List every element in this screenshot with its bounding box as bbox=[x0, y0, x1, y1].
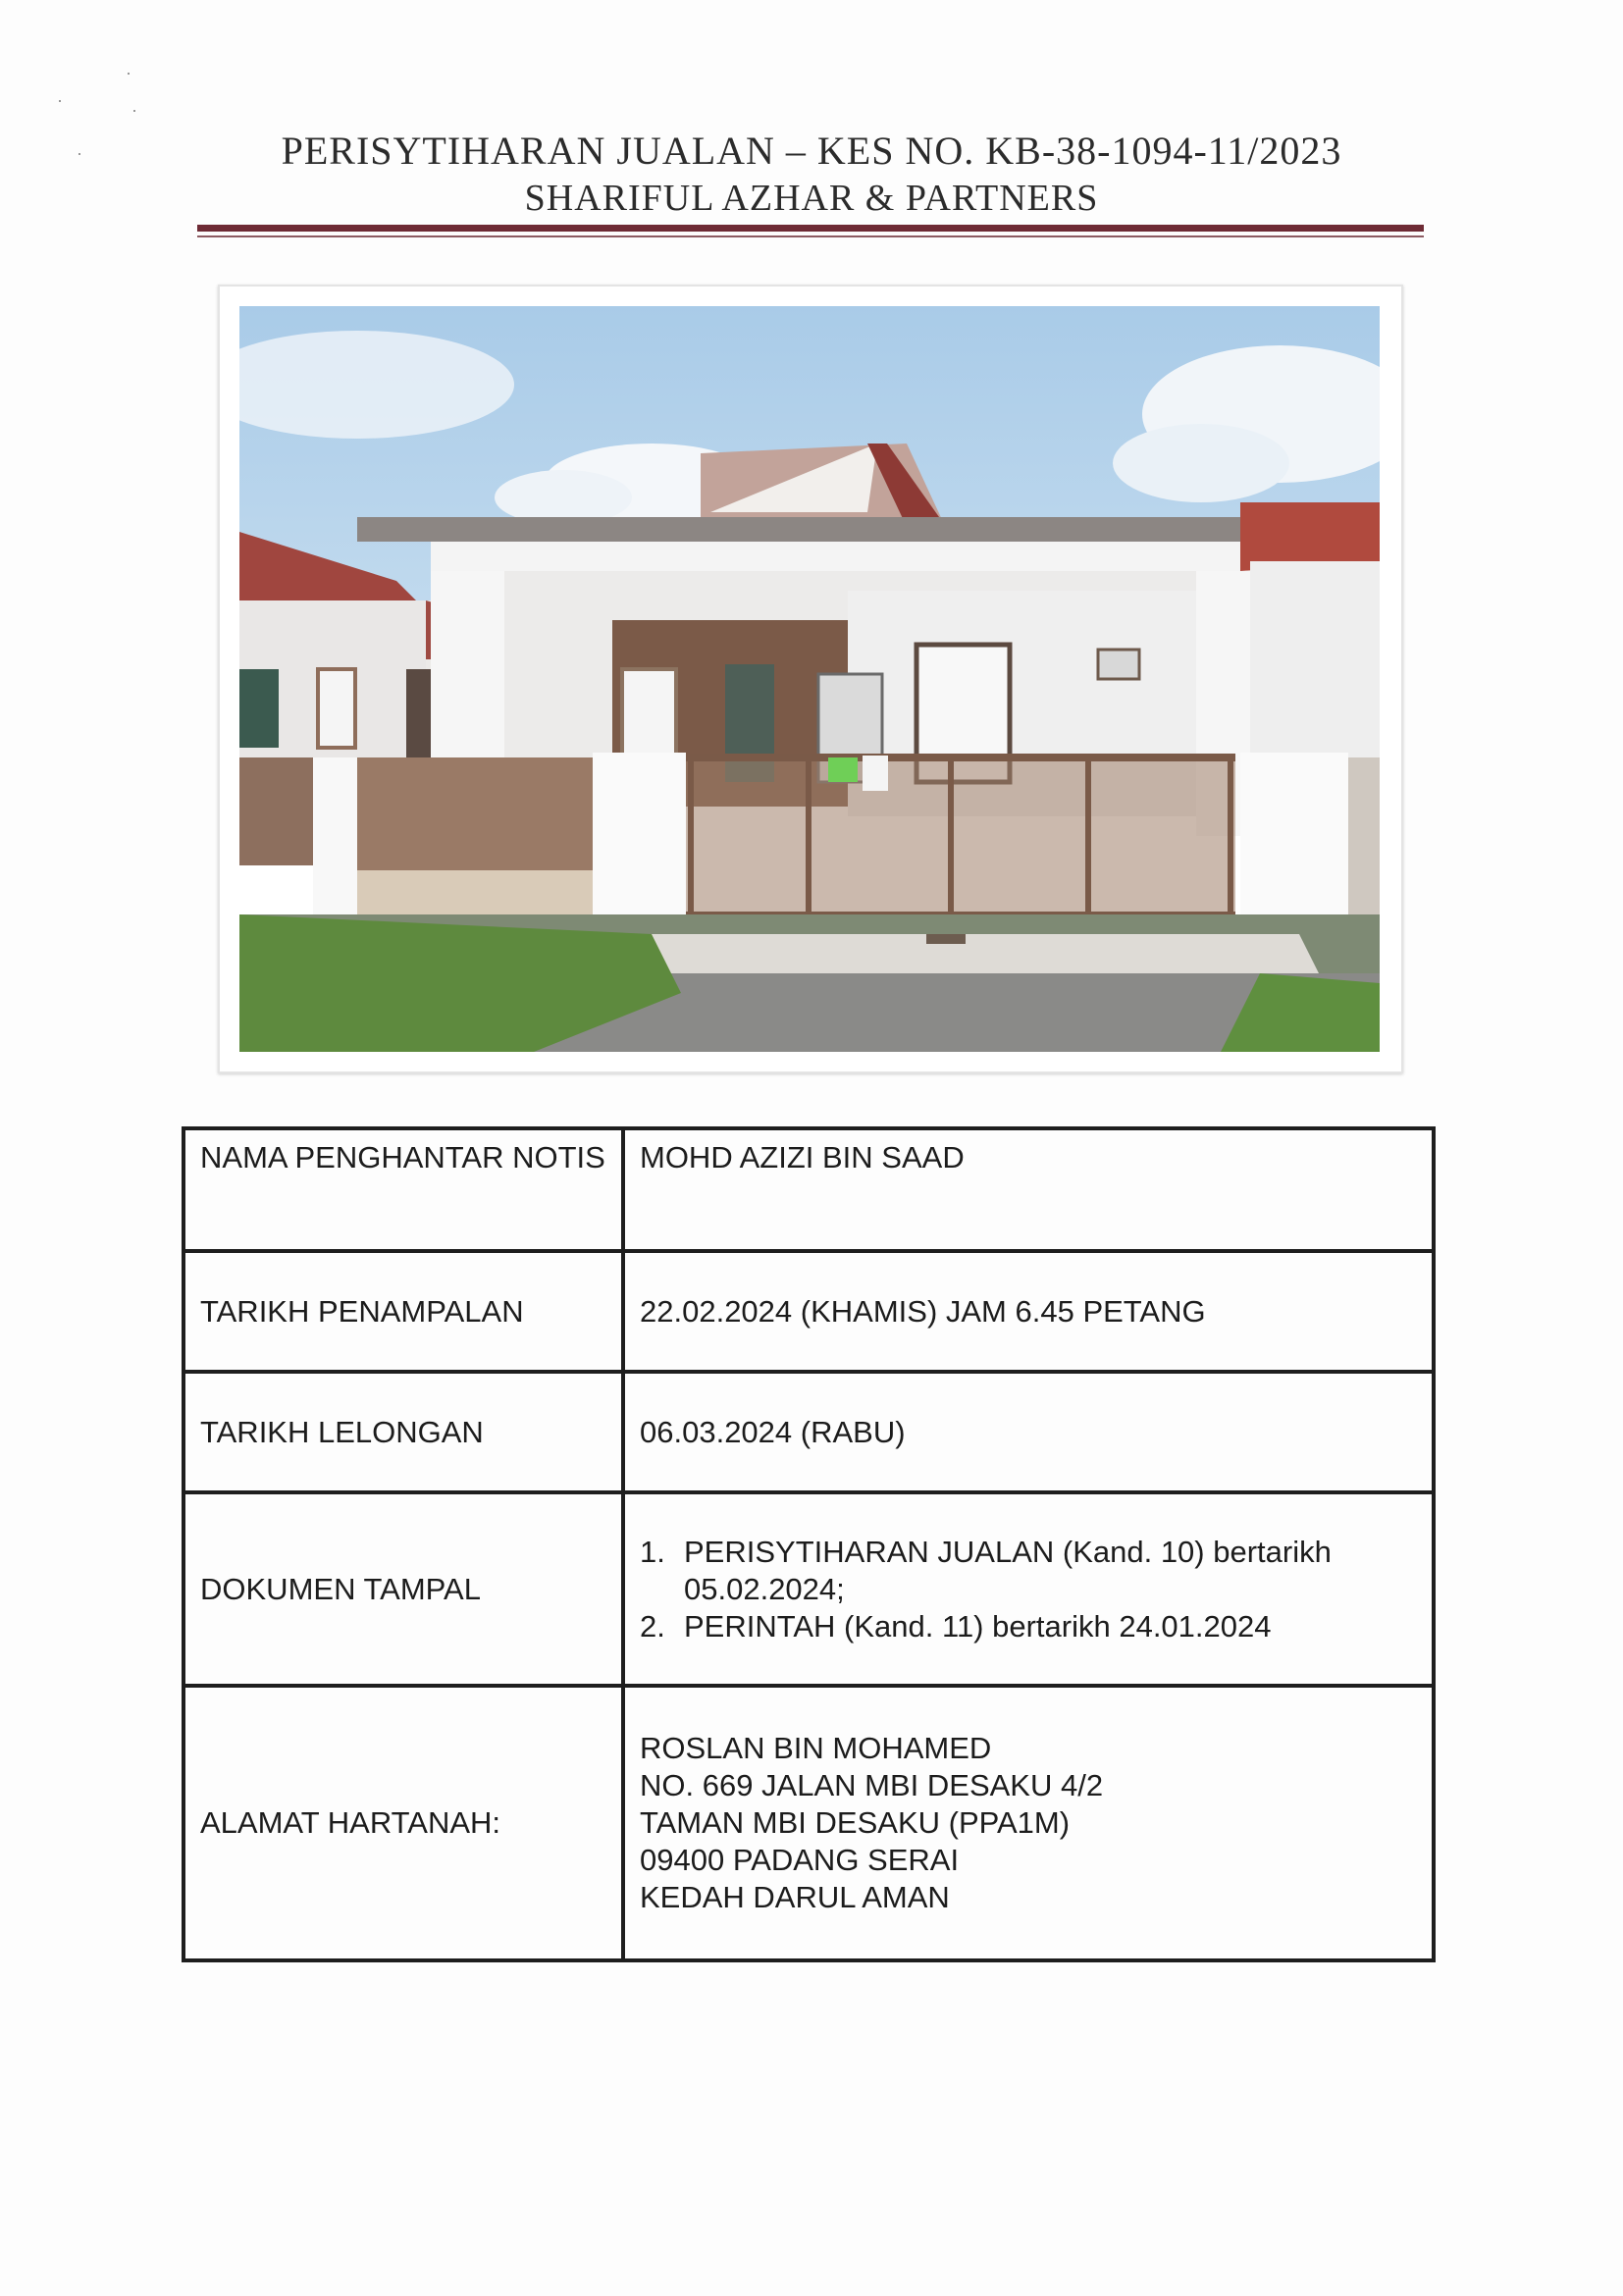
list-item bbox=[640, 1534, 1417, 1608]
header-rule bbox=[197, 225, 1424, 232]
address-line: 09400 PADANG SERAI bbox=[640, 1843, 960, 1877]
row-value bbox=[623, 1686, 1434, 1960]
row-value: MOHD AZIZI BIN SAAD bbox=[623, 1128, 1434, 1251]
row-label: TARIKH PENAMPALAN bbox=[183, 1251, 623, 1372]
case-title: PERISYTIHARAN JUALAN – KES NO. KB-38-1094-11/2023 bbox=[281, 129, 1342, 173]
list-number: 1. bbox=[640, 1534, 665, 1569]
table-row-dokumen bbox=[183, 1492, 1434, 1686]
property-photo-frame bbox=[218, 285, 1403, 1073]
table-row-alamat bbox=[183, 1686, 1434, 1960]
list-item bbox=[640, 1608, 1417, 1645]
row-label: TARIKH LELONGAN bbox=[183, 1372, 623, 1492]
address-line: ROSLAN BIN MOHAMED bbox=[640, 1731, 992, 1765]
row-label: DOKUMEN TAMPAL bbox=[183, 1492, 623, 1686]
table-row-penghantar bbox=[183, 1128, 1434, 1251]
list-text: PERISYTIHARAN JUALAN (Kand. 10) bertarikh 05.02.2024; bbox=[684, 1534, 1332, 1606]
address-line: NO. 669 JALAN MBI DESAKU 4/2 bbox=[640, 1768, 1104, 1802]
list-text: PERINTAH (Kand. 11) bertarikh 24.01.2024 bbox=[684, 1608, 1272, 1644]
row-value: 22.02.2024 (KHAMIS) JAM 6.45 PETANG bbox=[623, 1251, 1434, 1372]
table-row-lelongan bbox=[183, 1372, 1434, 1492]
row-label: NAMA PENGHANTAR NOTIS bbox=[183, 1128, 623, 1251]
document-list bbox=[640, 1534, 1417, 1645]
header-rule-thin bbox=[197, 235, 1424, 237]
address-line: TAMAN MBI DESAKU (PPA1M) bbox=[640, 1805, 1071, 1840]
firm-name: SHARIFUL AZHAR & PARTNERS bbox=[524, 178, 1099, 219]
scan-speck bbox=[133, 110, 135, 112]
property-photo bbox=[239, 306, 1380, 1052]
address-line: KEDAH DARUL AMAN bbox=[640, 1880, 950, 1914]
notice-table bbox=[182, 1126, 1436, 1962]
table-row-penampalan bbox=[183, 1251, 1434, 1372]
row-value: 06.03.2024 (RABU) bbox=[623, 1372, 1434, 1492]
scan-speck bbox=[59, 100, 61, 102]
list-number: 2. bbox=[640, 1608, 665, 1644]
row-label: ALAMAT HARTANAH: bbox=[183, 1686, 623, 1960]
scan-speck bbox=[128, 73, 130, 75]
row-value bbox=[623, 1492, 1434, 1686]
